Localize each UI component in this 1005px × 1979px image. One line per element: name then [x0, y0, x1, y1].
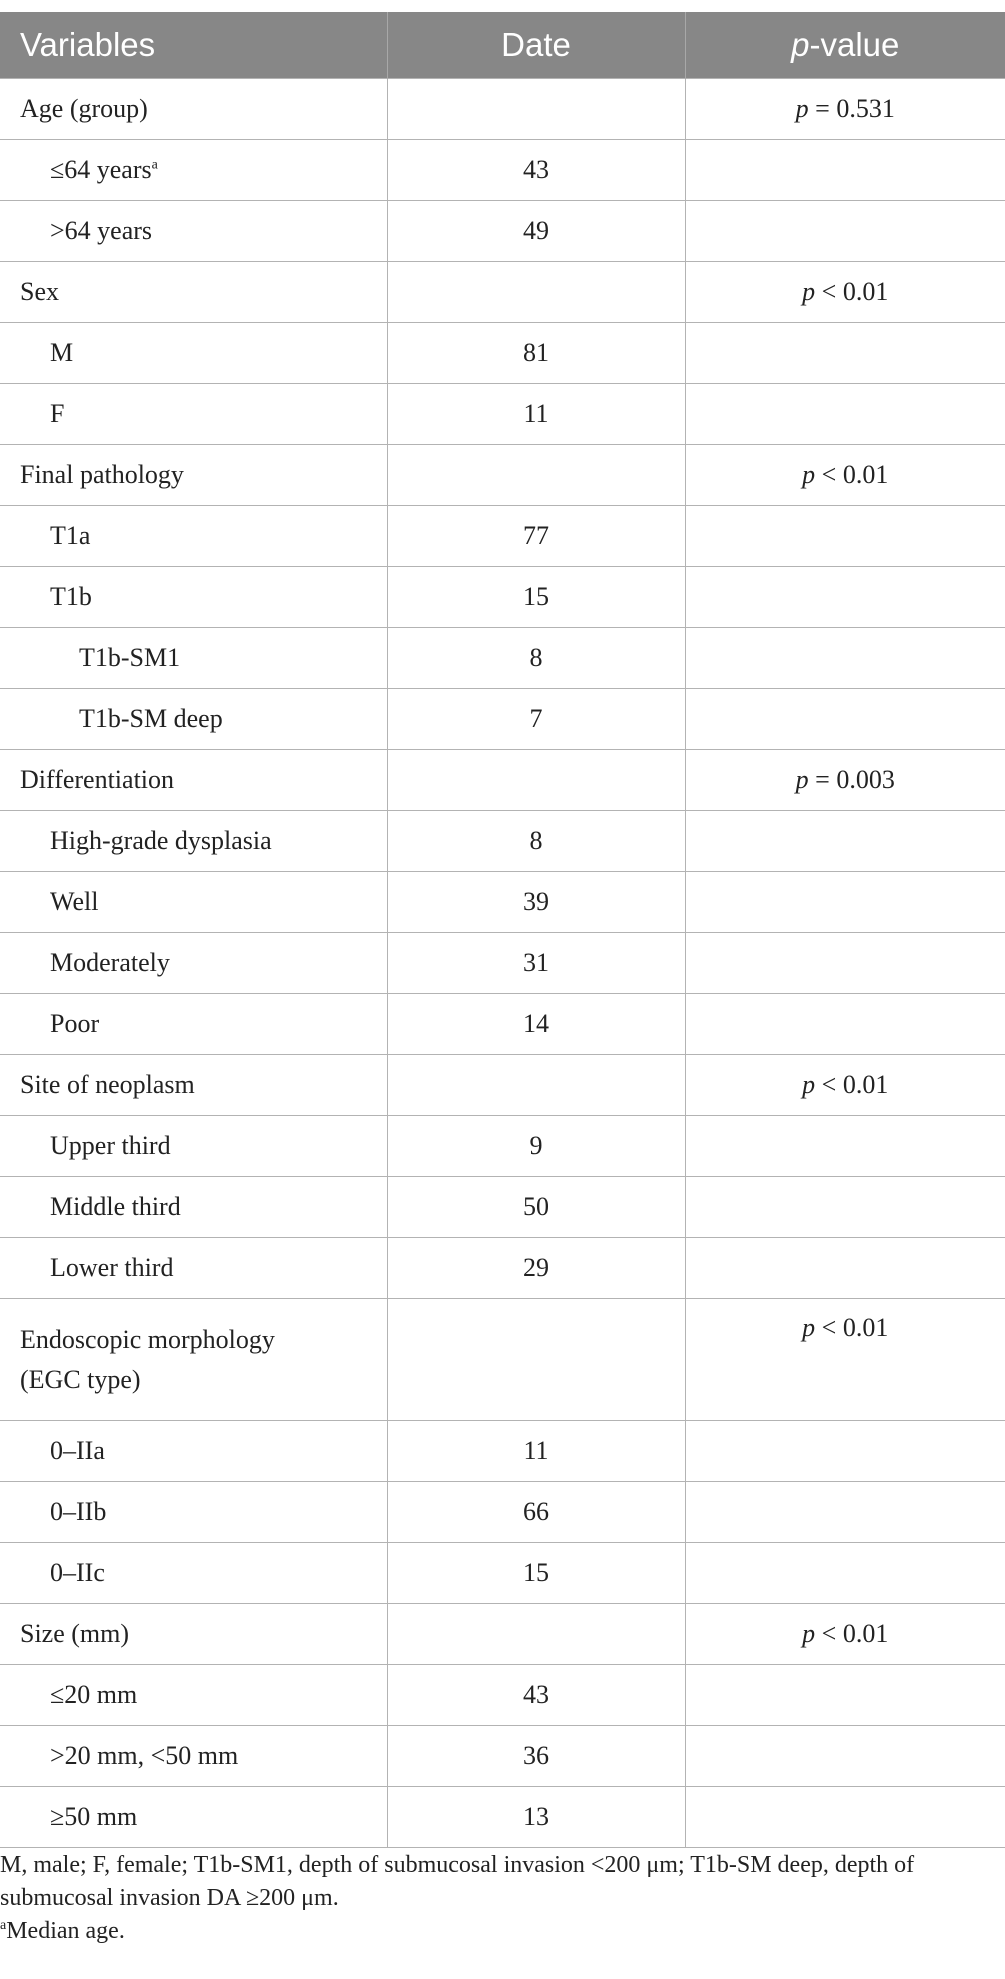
footnote-median-age [0, 1915, 990, 1948]
table-body [0, 79, 1005, 1848]
variable-label: ≤20 mm [50, 1680, 138, 1709]
footnote-marker: a [151, 157, 158, 173]
variable-cell [0, 811, 387, 872]
table-row [0, 1116, 1005, 1177]
date-cell: 50 [387, 1177, 685, 1238]
date-cell: 14 [387, 994, 685, 1055]
date-cell: 8 [387, 628, 685, 689]
variable-cell [0, 1055, 387, 1116]
variable-cell [0, 750, 387, 811]
table-row [0, 994, 1005, 1055]
variable-label: Well [50, 887, 99, 916]
variable-label: Sex [20, 277, 59, 306]
p-symbol: p [795, 765, 809, 794]
variable-cell [0, 79, 387, 140]
variable-cell [0, 1726, 387, 1787]
variable-label: T1b [50, 582, 92, 611]
variable-label: Site of neoplasm [20, 1070, 195, 1099]
variable-label: T1b-SM1 [79, 643, 181, 672]
variable-label: Final pathology [20, 460, 184, 489]
p-symbol: p [802, 1619, 816, 1648]
variable-cell [0, 323, 387, 384]
date-cell: 11 [387, 1421, 685, 1482]
p-value-cell [685, 1055, 1005, 1116]
variable-cell [0, 872, 387, 933]
p-value-cell [685, 1665, 1005, 1726]
variable-label: Upper third [50, 1131, 171, 1160]
date-cell: 9 [387, 1116, 685, 1177]
p-value-cell [685, 872, 1005, 933]
variable-cell [0, 140, 387, 201]
p-value-text: = 0.003 [808, 765, 895, 794]
date-cell [387, 262, 685, 323]
variable-label-line2: (EGC type) [20, 1364, 141, 1394]
p-symbol: p [802, 1070, 816, 1099]
header-row [0, 12, 1005, 79]
p-value-cell [685, 567, 1005, 628]
p-value-cell [685, 1238, 1005, 1299]
variable-label: Endoscopic morphology [20, 1324, 275, 1354]
variable-cell [0, 994, 387, 1055]
table-row [0, 201, 1005, 262]
p-value-cell [685, 1543, 1005, 1604]
table-row [0, 506, 1005, 567]
variable-cell [0, 933, 387, 994]
variable-cell [0, 201, 387, 262]
p-symbol: p [795, 94, 809, 123]
table-row [0, 628, 1005, 689]
variable-cell [0, 1177, 387, 1238]
date-cell [387, 445, 685, 506]
variable-label: F [50, 399, 65, 428]
date-cell: 11 [387, 384, 685, 445]
variable-label: ≤64 years [50, 155, 152, 184]
p-value-cell [685, 262, 1005, 323]
table-row [0, 872, 1005, 933]
table-row [0, 1299, 1005, 1421]
p-value-cell [685, 811, 1005, 872]
header-p-rest: -value [809, 26, 900, 63]
table-row [0, 1604, 1005, 1665]
table-row [0, 689, 1005, 750]
p-value-cell [685, 1482, 1005, 1543]
variable-label: 0–IIa [50, 1436, 105, 1465]
variable-label: Age (group) [20, 94, 148, 123]
variable-label: M [50, 338, 74, 367]
p-value-cell [685, 1116, 1005, 1177]
date-cell: 36 [387, 1726, 685, 1787]
date-cell: 29 [387, 1238, 685, 1299]
p-value-cell [685, 1299, 1005, 1421]
table-row [0, 1177, 1005, 1238]
variable-label: Differentiation [20, 765, 175, 794]
date-cell: 31 [387, 933, 685, 994]
variable-cell [0, 567, 387, 628]
table-row [0, 445, 1005, 506]
date-cell [387, 1604, 685, 1665]
header-p-italic: p [791, 26, 810, 63]
date-cell: 13 [387, 1787, 685, 1848]
variable-cell [0, 1543, 387, 1604]
date-cell: 49 [387, 201, 685, 262]
p-value-cell [685, 1604, 1005, 1665]
table-row [0, 1421, 1005, 1482]
p-value-cell [685, 628, 1005, 689]
date-cell: 39 [387, 872, 685, 933]
variable-label: Poor [50, 1009, 100, 1038]
p-value-cell [685, 933, 1005, 994]
p-value-text: < 0.01 [815, 1313, 889, 1342]
date-cell: 43 [387, 1665, 685, 1726]
p-value-text: < 0.01 [815, 277, 889, 306]
date-cell: 77 [387, 506, 685, 567]
p-value-cell [685, 384, 1005, 445]
variable-label: Middle third [50, 1192, 181, 1221]
date-cell [387, 79, 685, 140]
variable-cell [0, 1238, 387, 1299]
date-cell [387, 1055, 685, 1116]
table-row [0, 1787, 1005, 1848]
p-value-cell [685, 1421, 1005, 1482]
p-value-text: < 0.01 [815, 460, 889, 489]
date-cell: 15 [387, 1543, 685, 1604]
table-row [0, 567, 1005, 628]
table-row [0, 323, 1005, 384]
variable-cell [0, 1604, 387, 1665]
table-row [0, 262, 1005, 323]
p-symbol: p [802, 277, 816, 306]
footnote-median-text: Median age. [6, 1918, 125, 1944]
data-table [0, 12, 1005, 1848]
table-row [0, 79, 1005, 140]
variable-label: 0–IIc [50, 1558, 105, 1587]
date-cell: 66 [387, 1482, 685, 1543]
table-row [0, 1055, 1005, 1116]
p-value-text: < 0.01 [815, 1070, 889, 1099]
variable-label: 0–IIb [50, 1497, 107, 1526]
header-variables: Variables [0, 12, 387, 79]
table-row [0, 1238, 1005, 1299]
date-cell: 15 [387, 567, 685, 628]
variable-cell [0, 1665, 387, 1726]
variable-cell [0, 506, 387, 567]
p-value-cell [685, 1726, 1005, 1787]
header-date: Date [387, 12, 685, 79]
variable-label: T1b-SM deep [79, 704, 223, 733]
p-value-cell [685, 323, 1005, 384]
variable-cell [0, 262, 387, 323]
variable-cell [0, 689, 387, 750]
date-cell: 43 [387, 140, 685, 201]
p-value-cell [685, 79, 1005, 140]
table-footnotes [0, 1849, 990, 1948]
variable-label: Lower third [50, 1253, 174, 1282]
variable-label: >20 mm, <50 mm [50, 1741, 239, 1770]
date-cell: 8 [387, 811, 685, 872]
variable-cell [0, 384, 387, 445]
variable-cell [0, 1421, 387, 1482]
table-header [0, 12, 1005, 79]
p-value-cell [685, 445, 1005, 506]
variable-cell [0, 628, 387, 689]
table-row [0, 811, 1005, 872]
variable-label: Size (mm) [20, 1619, 130, 1648]
date-cell [387, 1299, 685, 1421]
variable-cell [0, 1787, 387, 1848]
p-value-cell [685, 506, 1005, 567]
date-cell: 7 [387, 689, 685, 750]
table-row [0, 1665, 1005, 1726]
table-row [0, 1482, 1005, 1543]
p-value-text: < 0.01 [815, 1619, 889, 1648]
variable-cell [0, 1482, 387, 1543]
p-symbol: p [802, 460, 816, 489]
footnote-marker: a [0, 1918, 7, 1933]
p-value-cell [685, 689, 1005, 750]
p-value-cell [685, 201, 1005, 262]
p-value-cell [685, 750, 1005, 811]
variable-label: ≥50 mm [50, 1802, 138, 1831]
header-p-value [685, 12, 1005, 79]
p-value-cell [685, 994, 1005, 1055]
variable-label: >64 years [50, 216, 153, 245]
table-row [0, 384, 1005, 445]
p-value-cell [685, 140, 1005, 201]
p-value-text: = 0.531 [808, 94, 895, 123]
date-cell: 81 [387, 323, 685, 384]
variable-cell [0, 445, 387, 506]
footnote-abbreviations: M, male; F, female; T1b-SM1, depth of submucosal invasion <200 μm; T1b-SM deep, depth of submucosal invasion DA ≥200 μm. [0, 1852, 915, 1911]
variable-label: Moderately [50, 948, 170, 977]
variable-label: T1a [50, 521, 91, 550]
table-row [0, 140, 1005, 201]
p-value-cell [685, 1787, 1005, 1848]
variable-cell [0, 1299, 387, 1421]
table-row [0, 1543, 1005, 1604]
date-cell [387, 750, 685, 811]
p-symbol: p [802, 1313, 816, 1342]
variable-label: High-grade dysplasia [50, 826, 272, 855]
table-row [0, 933, 1005, 994]
variable-cell [0, 1116, 387, 1177]
table-row [0, 1726, 1005, 1787]
p-value-cell [685, 1177, 1005, 1238]
table-row [0, 750, 1005, 811]
